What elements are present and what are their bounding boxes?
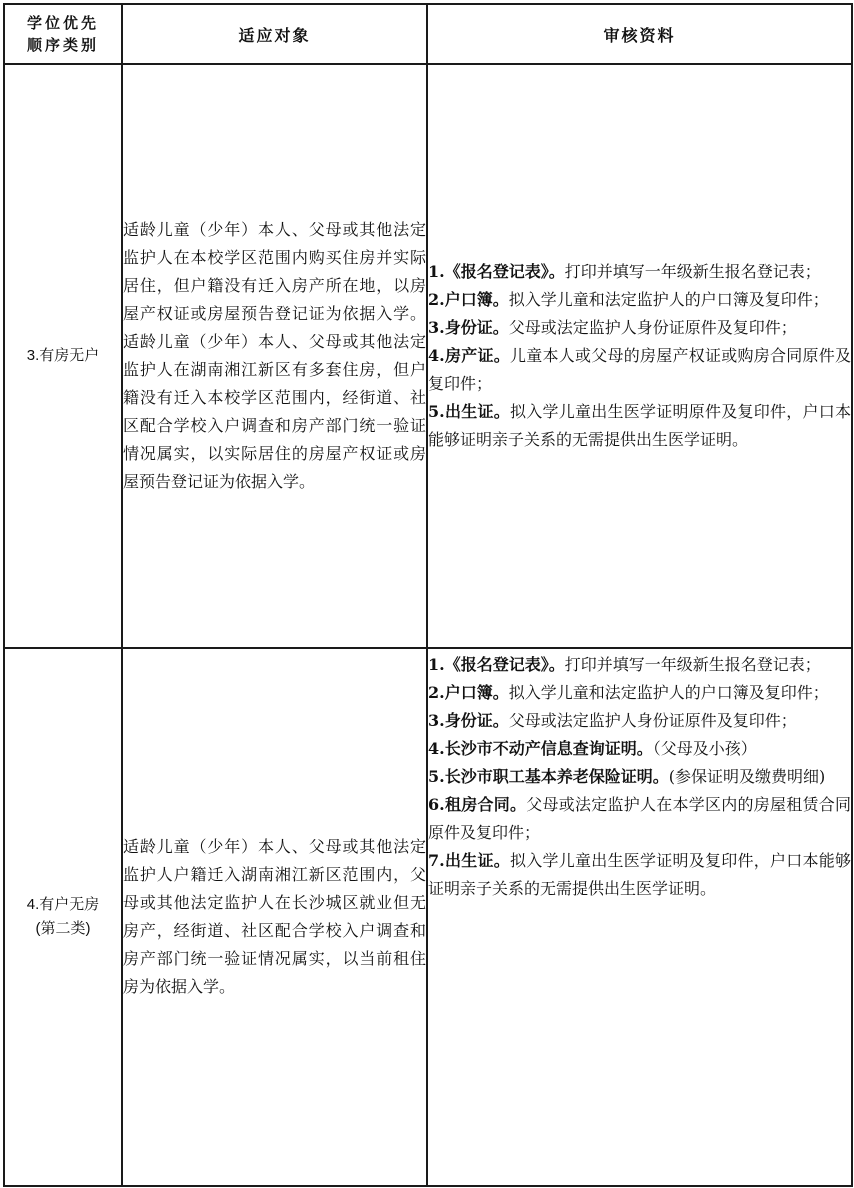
target-cell: 适龄儿童（少年）本人、父母或其他法定监护人户籍迁入湖南湘江新区范围内，父母或其他法定监护人在长沙城区就业但无房产，经街道、社区配合学校入户调查和房产部门统一验证情况属实，以当前租住房为依据入学。 (122, 648, 427, 1186)
material-title: 5.长沙市职工基本养老保险证明。 (428, 767, 669, 786)
material-item (428, 791, 851, 847)
material-title: 4.长沙市不动产信息查询证明。 (428, 739, 653, 758)
material-title: 1.《报名登记表》。 (428, 655, 565, 674)
material-title: 4.房产证。 (428, 346, 510, 365)
material-title: 3.身份证。 (428, 318, 509, 337)
material-item (428, 398, 851, 454)
material-text: 儿童本人或父母的房屋产权证或购房合同原件及复印件； (428, 346, 851, 393)
materials-cell (427, 64, 852, 648)
header-target: 适应对象 (122, 4, 427, 64)
material-text: (参保证明及缴费明细) (668, 767, 826, 786)
material-item (428, 735, 851, 763)
material-text: 拟入学儿童出生医学证明原件及复印件，户口本能够证明亲子关系的无需提供出生医学证明。 (428, 402, 851, 449)
material-item (428, 258, 851, 286)
material-title: 7.出生证。 (428, 851, 510, 870)
material-text: 打印并填写一年级新生报名登记表； (564, 655, 821, 674)
table-row (4, 64, 852, 648)
material-item (428, 679, 851, 707)
material-item (428, 763, 851, 791)
category-line2: (第二类) (35, 920, 91, 937)
table-header-row (4, 4, 852, 64)
table-row (4, 648, 852, 1186)
material-item (428, 651, 851, 679)
header-category (4, 4, 122, 64)
category-line1: 4.有户无房 (26, 896, 100, 913)
material-text: （父母及小孩） (652, 739, 757, 758)
material-title: 6.租房合同。 (428, 795, 527, 814)
material-title: 5.出生证。 (428, 402, 510, 421)
material-item (428, 286, 851, 314)
material-text: 拟入学儿童出生医学证明及复印件，户口本能够证明亲子关系的无需提供出生医学证明。 (428, 851, 851, 898)
header-category-line2: 顺序类别 (26, 36, 99, 54)
material-item (428, 314, 851, 342)
material-text: 打印并填写一年级新生报名登记表； (564, 262, 821, 281)
admission-requirements-table (3, 3, 853, 1187)
material-item (428, 342, 851, 398)
header-materials: 审核资料 (427, 4, 852, 64)
material-text: 父母或法定监护人在本学区内的房屋租赁合同原件及复印件； (428, 795, 851, 842)
material-text: 拟入学儿童和法定监护人的户口簿及复印件； (508, 290, 829, 309)
material-title: 3.身份证。 (428, 711, 509, 730)
material-item (428, 847, 851, 903)
material-text: 父母或法定监护人身份证原件及复印件； (508, 711, 797, 730)
category-cell: 3.有房无户 (4, 64, 122, 648)
material-item (428, 707, 851, 735)
materials-cell (427, 648, 852, 1186)
category-cell (4, 648, 122, 1186)
material-text: 父母或法定监护人身份证原件及复印件； (508, 318, 797, 337)
material-title: 1.《报名登记表》。 (428, 262, 565, 281)
header-category-line1: 学位优先 (26, 14, 99, 32)
material-title: 2.户口簿。 (428, 683, 509, 702)
target-cell: 适龄儿童（少年）本人、父母或其他法定监护人在本校学区范围内购买住房并实际居住，但户籍没有迁入房产所在地，以房屋产权证或房屋预告登记证为依据入学。适龄儿童（少年）本人、父母或其他法定监护人在湖南湘江新区有多套住房，但户籍没有迁入本校学区范围内，经街道、社区配合学校入户调查和房产部门统一验证情况属实，以实际居住的房屋产权证或房屋预告登记证为依据入学。 (122, 64, 427, 648)
material-text: 拟入学儿童和法定监护人的户口簿及复印件； (508, 683, 829, 702)
material-title: 2.户口簿。 (428, 290, 509, 309)
